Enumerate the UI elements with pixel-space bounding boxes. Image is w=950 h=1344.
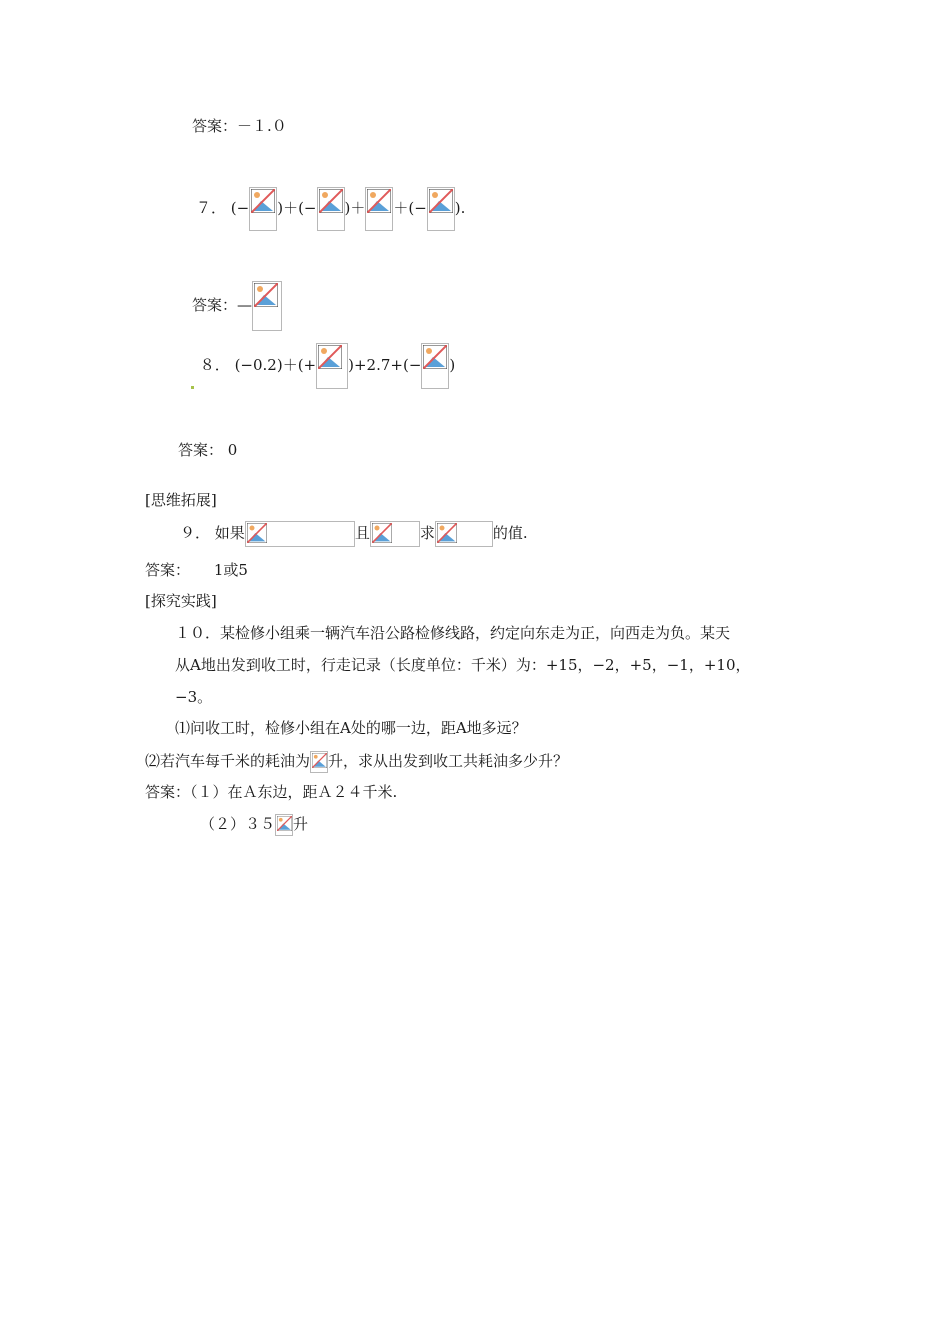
formula-image-icon (245, 521, 355, 547)
answer-label: 答案： (145, 783, 191, 801)
answer-unit: 升 (293, 815, 309, 833)
question-number: ８． (199, 356, 230, 374)
formula-image-icon (421, 343, 449, 389)
expr-text: ) (449, 356, 456, 374)
answer-value: －１.０ (237, 117, 287, 135)
answer-6 (192, 116, 287, 136)
expr-text: ⑵若汽车每千米的耗油为 (145, 752, 311, 770)
answer-8 (178, 440, 237, 460)
question-10-line-2: 从A地出发到收工时，行走记录（长度单位：千米）为：+15，−2，+5，−1，+10， (175, 656, 751, 674)
answer-label: 答案： (192, 117, 238, 135)
answer-value: 1或5 (213, 561, 248, 579)
answer-value: （１）在Ａ东边，距Ａ２４千米. (190, 783, 398, 801)
answer-7 (192, 280, 282, 331)
expr-text: )+2.7+(− (348, 356, 422, 374)
expr-text: )＋(− (277, 199, 317, 217)
expr-text: )＋ (344, 199, 366, 217)
expr-text: 的值. (492, 524, 528, 542)
question-number: ９． (180, 524, 211, 542)
anchor-mark (191, 386, 194, 389)
answer-10-part-1 (145, 782, 397, 802)
expr-text: (− (230, 199, 250, 217)
formula-image-icon (249, 187, 277, 231)
answer-value: 0 (227, 441, 238, 459)
question-10-line-3: −3。 (175, 688, 213, 706)
formula-image-icon (427, 187, 455, 231)
answer-label: 答案： (145, 561, 191, 579)
formula-image-icon (252, 281, 282, 331)
question-number: ７． (196, 199, 227, 217)
expr-text: (−0.2)＋(+ (234, 356, 317, 374)
section-heading-thinking: [思维拓展] (145, 491, 217, 509)
answer-label: 答案： (178, 441, 224, 459)
question-8 (190, 342, 455, 389)
expr-text: 如果 (214, 524, 245, 542)
formula-image-icon (310, 751, 328, 773)
section-heading-practice: [探究实践] (145, 592, 217, 610)
expr-text: 且 (354, 524, 370, 542)
question-9 (180, 520, 528, 547)
answer-value: — (237, 296, 253, 314)
answer-9 (145, 560, 248, 580)
expr-text: 升，求从出发到收工共耗油多少升？ (328, 752, 569, 770)
formula-image-icon (275, 814, 293, 836)
expr-text: ＋(− (393, 199, 427, 217)
question-10-sub-1: ⑴问收工时，检修小组在A处的哪一边，距A地多远？ (175, 719, 527, 737)
expr-text: ). (454, 199, 466, 217)
formula-image-icon (317, 187, 345, 231)
answer-label: 答案： (192, 296, 238, 314)
formula-image-icon (435, 521, 493, 547)
formula-image-icon (370, 521, 420, 547)
expr-text: 求 (419, 524, 435, 542)
formula-image-icon (365, 187, 393, 231)
question-10-sub-2 (145, 750, 568, 773)
formula-image-icon (316, 343, 348, 389)
answer-10-part-2 (200, 813, 308, 836)
question-10-line-1: １０．某检修小组乘一辆汽车沿公路检修线路，约定向东走为正，向西走为负。某天 (175, 624, 731, 642)
answer-value: （２）３５ (200, 815, 276, 833)
question-7 (196, 186, 465, 231)
